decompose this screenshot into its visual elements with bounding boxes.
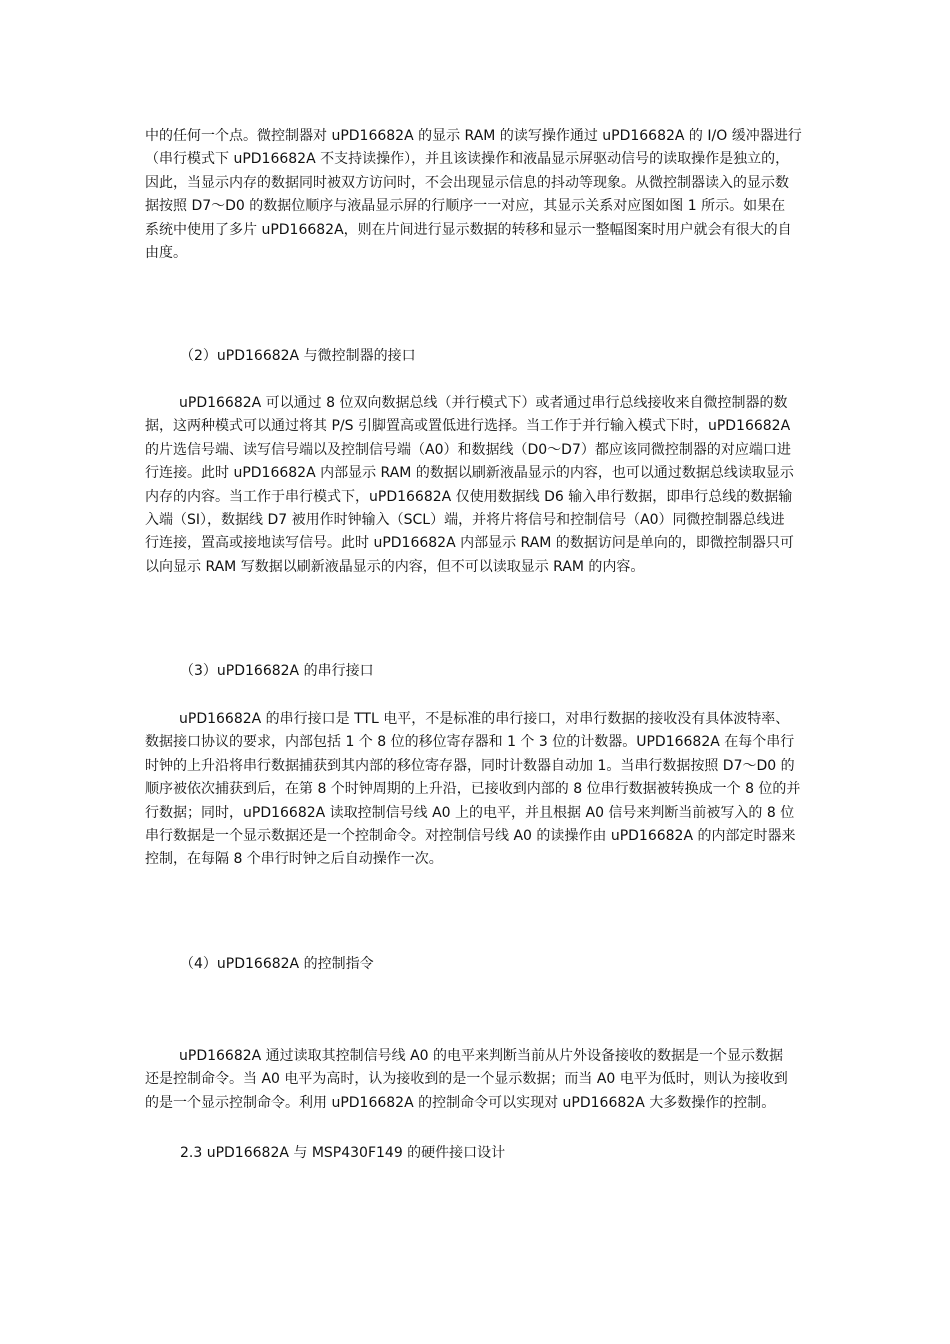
text-line: 系统中使用了多片 uPD16682A，则在片间进行显示数据的转移和显示一整幅图案时用户就会有很大的自 [145, 221, 792, 238]
text-line: 因此，当显示内存的数据同时被双方访问时，不会出现显示信息的抖动等现象。从微控制器读入的显示数 [145, 174, 789, 191]
text-line: 时钟的上升沿将串行数据捕获到其内部的移位寄存器，同时计数器自动加 1。当串行数据按照 D7～D0 的 [145, 757, 795, 774]
text-line: 据按照 D7～D0 的数据位顺序与液晶显示屏的行顺序一一对应，其显示关系对应图如图 1 所示。如果在 [145, 198, 786, 215]
paragraph-display-ram-access [145, 125, 815, 265]
text-line: 的片选信号端、读写信号端以及控制信号端（A0）和数据线（D0～D7）都应该同微控制器的对应端口进 [145, 441, 791, 458]
text-line: uPD16682A 的串行接口是 TTL 电平，不是标准的串行接口，对串行数据的接收没有具体波特率、 [179, 711, 790, 727]
text-line: 行数据；同时，uPD16682A 读取控制信号线 A0 上的电平，并且根据 A0 信号来判断当前被写入的 8 位 [145, 804, 795, 821]
text-line: 数据接口协议的要求，内部包括 1 个 8 位的移位寄存器和 1 个 3 位的计数器。UPD16682A 在每个串行 [145, 734, 795, 751]
section-heading-serial-interface: （3）uPD16682A 的串行接口 [180, 663, 374, 679]
text-line: 行连接。此时 uPD16682A 内部显示 RAM 的数据以刷新液晶显示的内容，也可以通过数据总线读取显示 [145, 465, 794, 482]
text-line: 控制，在每隔 8 个串行时钟之后自动操作一次。 [145, 851, 443, 868]
section-heading-mcu-interface: （2）uPD16682A 与微控制器的接口 [180, 348, 416, 364]
text-line: 的是一个显示控制命令。利用 uPD16682A 的控制命令可以实现对 uPD16682A 大多数操作的控制。 [145, 1094, 776, 1111]
section-heading-hardware-interface: 2.3 uPD16682A 与 MSP430F149 的硬件接口设计 [180, 1145, 506, 1161]
text-line: 入端（SI），数据线 D7 被用作时钟输入（SCL）端，并将片将信号和控制信号（A0）同微控制器总线进 [145, 512, 785, 529]
text-line: 以向显示 RAM 写数据以刷新液晶显示的内容，但不可以读取显示 RAM 的内容。 [145, 558, 645, 575]
text-line: uPD16682A 可以通过 8 位双向数据总线（并行模式下）或者通过串行总线接收来自微控制器的数 [179, 395, 788, 411]
text-line: 还是控制命令。当 A0 电平为高时，认为接收到的是一个显示数据；而当 A0 电平为低时，则认为接收到 [145, 1071, 788, 1088]
section-heading-control-commands: （4）uPD16682A 的控制指令 [180, 956, 374, 972]
text-line: 顺序被依次捕获到后，在第 8 个时钟周期的上升沿，已接收到内部的 8 位串行数据被转换成一个 8 位的并 [145, 781, 801, 798]
text-line: 内存的内容。当工作于串行模式下，uPD16682A 仅使用数据线 D6 输入串行数据，即串行总线的数据输 [145, 488, 793, 505]
text-line: uPD16682A 通过读取其控制信号线 A0 的电平来判断当前从片外设备接收的数据是一个显示数据 [179, 1048, 784, 1064]
text-line: 串行数据是一个显示数据还是一个控制命令。对控制信号线 A0 的读操作由 uPD16682A 的内部定时器来 [145, 828, 796, 845]
text-line: 中的任何一个点。微控制器对 uPD16682A 的显示 RAM 的读写操作通过 uPD16682A 的 I/O 缓冲器进行 [145, 128, 802, 144]
text-line: （串行模式下 uPD16682A 不支持读操作），并且该读操作和液晶显示屏驱动信号的读取操作是独立的， [145, 151, 790, 168]
paragraph-serial-interface [145, 708, 815, 872]
text-line: 行连接，置高或接地读写信号。此时 uPD16682A 内部显示 RAM 的数据访问是单向的，即微控制器只可 [145, 535, 794, 552]
text-line: 由度。 [145, 245, 187, 262]
paragraph-control-commands [145, 1045, 815, 1115]
paragraph-mcu-interface [145, 392, 815, 579]
text-line: 据，这两种模式可以通过将其 P/S 引脚置高或置低进行选择。当工作于并行输入模式下时，uPD16682A [145, 418, 791, 435]
